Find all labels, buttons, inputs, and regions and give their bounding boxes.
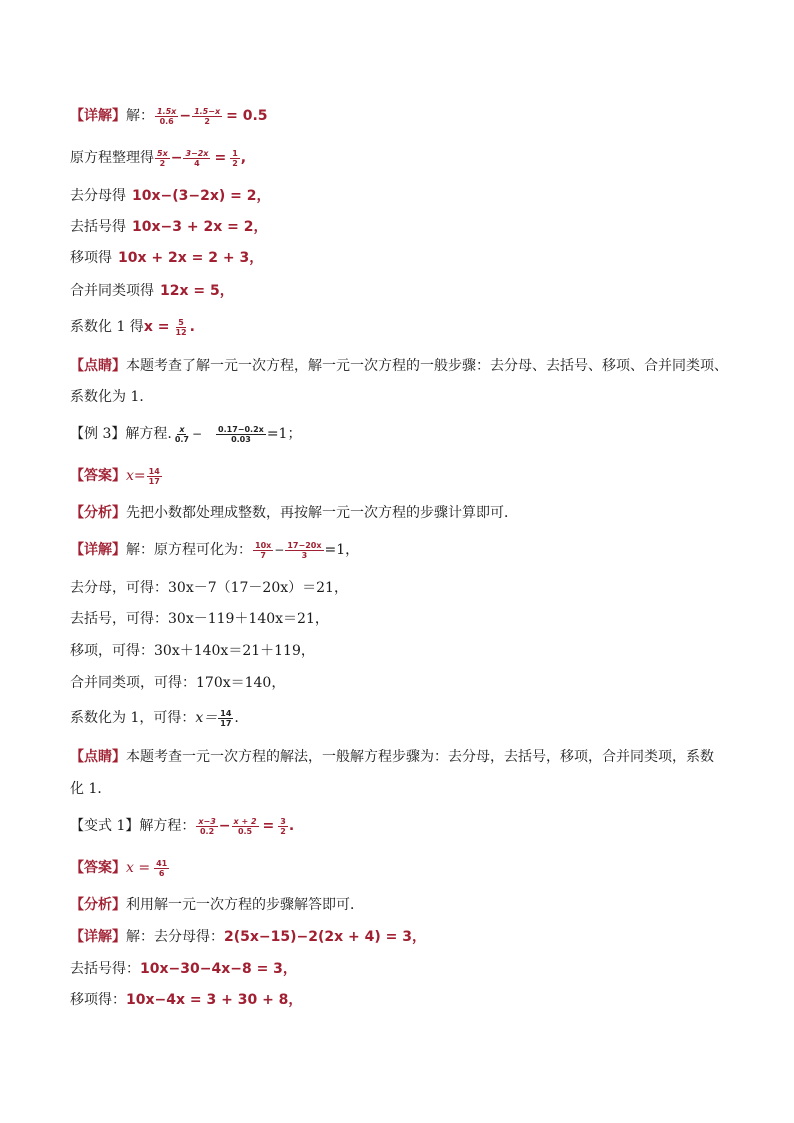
math-expression: 30x－119＋140x＝21， <box>168 611 329 627</box>
detail-line-2 <box>70 539 754 561</box>
fraction: $\frac{5x}{2}$ <box>157 148 168 168</box>
line-text: 【变式 1】解方程： <box>70 818 196 834</box>
variant-step-3 <box>70 989 754 1011</box>
fraction: $\frac{x + 2}{0.5}$ <box>233 816 257 836</box>
fraction: $\frac{x-3}{0.2}$ <box>198 816 216 836</box>
variant-1-line <box>70 815 754 837</box>
step-combine <box>70 280 754 302</box>
fraction: $\frac{14}{17}$ <box>148 466 160 486</box>
line-text: 本题考查了解一元一次方程，解一元一次方程的一般步骤：去分母、去括号、移项、合并同类项、 <box>126 358 728 374</box>
remark-tag: 【点睛】 <box>70 749 126 765</box>
fraction: $\frac{10x}{7}$ <box>255 540 272 560</box>
math-expression: 10x−3 + 2x = 2， <box>132 219 268 235</box>
fraction: $\frac{41}{6}$ <box>156 858 168 878</box>
math-expression: x= <box>126 468 146 484</box>
ex3-step-5 <box>70 707 754 729</box>
answer-tag: 【答案】 <box>70 860 126 876</box>
line-text: 去分母得 <box>70 188 126 204</box>
fraction: $\frac{3-2x}{4}$ <box>185 148 209 168</box>
fraction: $\frac{14}{17}$ <box>220 708 232 728</box>
equals-sign: = <box>214 150 227 166</box>
analysis-tag: 【分析】 <box>70 897 126 913</box>
fraction: $\frac{1.5-x}{2}$ <box>194 106 221 126</box>
remark-line-2-cont <box>70 778 754 800</box>
equation-tail: =1； <box>266 426 302 442</box>
minus-sign: − <box>179 108 192 124</box>
detail-tag: 【详解】 <box>70 108 126 124</box>
line-text: 先把小数都处理成整数，再按解一元一次方程的步骤计算即可． <box>126 505 518 521</box>
math-expression: 10x + 2x = 2 + 3， <box>118 250 264 266</box>
step-transpose <box>70 247 754 269</box>
step-remove-brackets <box>70 216 754 238</box>
ex3-step-4 <box>70 672 754 694</box>
simplify-line <box>70 147 754 169</box>
minus-sign: − <box>274 543 285 557</box>
math-expression: 30x＋140x＝21＋119， <box>154 643 315 659</box>
detail-tag: 【详解】 <box>70 542 126 558</box>
answer-line <box>70 465 754 487</box>
line-text: 去括号得 <box>70 219 126 235</box>
answer-tag: 【答案】 <box>70 468 126 484</box>
ex3-step-1 <box>70 577 754 599</box>
remark-tag: 【点睛】 <box>70 358 126 374</box>
fraction: $\frac{1.5x}{0.6}$ <box>157 106 177 126</box>
line-text: 本题考查一元一次方程的解法，一般解方程步骤为：去分母，去括号，移项，合并同类项，系数 <box>126 749 714 765</box>
fraction: $\frac{0.17-0.2x}{0.03}$ <box>218 424 264 444</box>
detail-tag: 【详解】 <box>70 929 126 945</box>
minus-sign: − <box>191 427 203 441</box>
equation-tail: = 0.5 <box>226 108 268 124</box>
step-coefficient <box>70 316 754 338</box>
equation-tail: , <box>240 150 247 166</box>
equation-tail: . <box>288 818 295 834</box>
remark-line-cont <box>70 386 754 408</box>
remark-line-2 <box>70 746 754 768</box>
detail-line-1 <box>70 105 754 127</box>
math-expression: x = <box>143 319 170 335</box>
line-text: 解：原方程可化为： <box>126 542 252 558</box>
line-text: 原方程整理得 <box>70 150 154 166</box>
fraction: $\frac{x}{0.7}$ <box>174 424 189 444</box>
line-text: 移项得： <box>70 992 126 1008</box>
math-expression: 10x−4x = 3 + 30 + 8， <box>126 992 303 1008</box>
line-text: 解：去分母得： <box>126 929 224 945</box>
fraction: $\frac{1}{2}$ <box>232 148 238 168</box>
analysis-line <box>70 502 754 524</box>
math-expression: 2(5x−15)−2(2x + 4) = 3， <box>224 929 427 945</box>
math-expression: 12x = 5， <box>160 283 234 299</box>
line-text: 合并同类项得 <box>70 283 154 299</box>
math-expression: x＝ <box>195 710 218 726</box>
math-expression: x = <box>126 860 151 876</box>
ex3-step-3 <box>70 640 754 662</box>
fraction: $\frac{5}{12}$ <box>175 317 187 337</box>
line-text: 化 1． <box>70 781 112 797</box>
math-expression: 30x－7（17－20x）＝21， <box>168 580 348 596</box>
equation-tail: =1， <box>324 542 360 558</box>
line-text: 去括号，可得： <box>70 611 168 627</box>
analysis-line-2 <box>70 894 754 916</box>
line-text: 去分母，可得： <box>70 580 168 596</box>
fraction: $\frac{17-20x}{3}$ <box>287 540 322 560</box>
minus-sign: − <box>170 150 183 166</box>
line-text: 移项得 <box>70 250 112 266</box>
ex3-step-2 <box>70 608 754 630</box>
line-text: 系数化为 1，可得： <box>70 710 196 726</box>
remark-line <box>70 355 754 377</box>
minus-sign: − <box>218 818 231 834</box>
step-remove-denominator <box>70 185 754 207</box>
math-expression: 10x−30−4x−8 = 3， <box>140 961 297 977</box>
line-text: 系数化为 1． <box>70 389 154 405</box>
line-text: 合并同类项，可得： <box>70 675 196 691</box>
math-expression: 10x−(3−2x) = 2， <box>132 188 271 204</box>
analysis-tag: 【分析】 <box>70 505 126 521</box>
equation-tail: . <box>189 319 195 335</box>
line-text: 解： <box>126 108 154 124</box>
equation-tail: . <box>234 710 239 726</box>
example-3-line <box>70 423 754 445</box>
line-text: 移项，可得： <box>70 643 154 659</box>
answer-line-2 <box>70 857 754 879</box>
line-text: 【例 3】解方程. <box>70 426 172 442</box>
fraction: $\frac{3}{2}$ <box>280 816 286 836</box>
line-text: 去括号得： <box>70 961 140 977</box>
line-text: 利用解一元一次方程的步骤解答即可． <box>126 897 364 913</box>
detail-line-3 <box>70 926 754 948</box>
line-text: 系数化 1 得 <box>70 319 144 335</box>
variant-step-2 <box>70 958 754 980</box>
math-expression: 170x＝140， <box>196 675 286 691</box>
equals-sign: = <box>262 818 275 834</box>
